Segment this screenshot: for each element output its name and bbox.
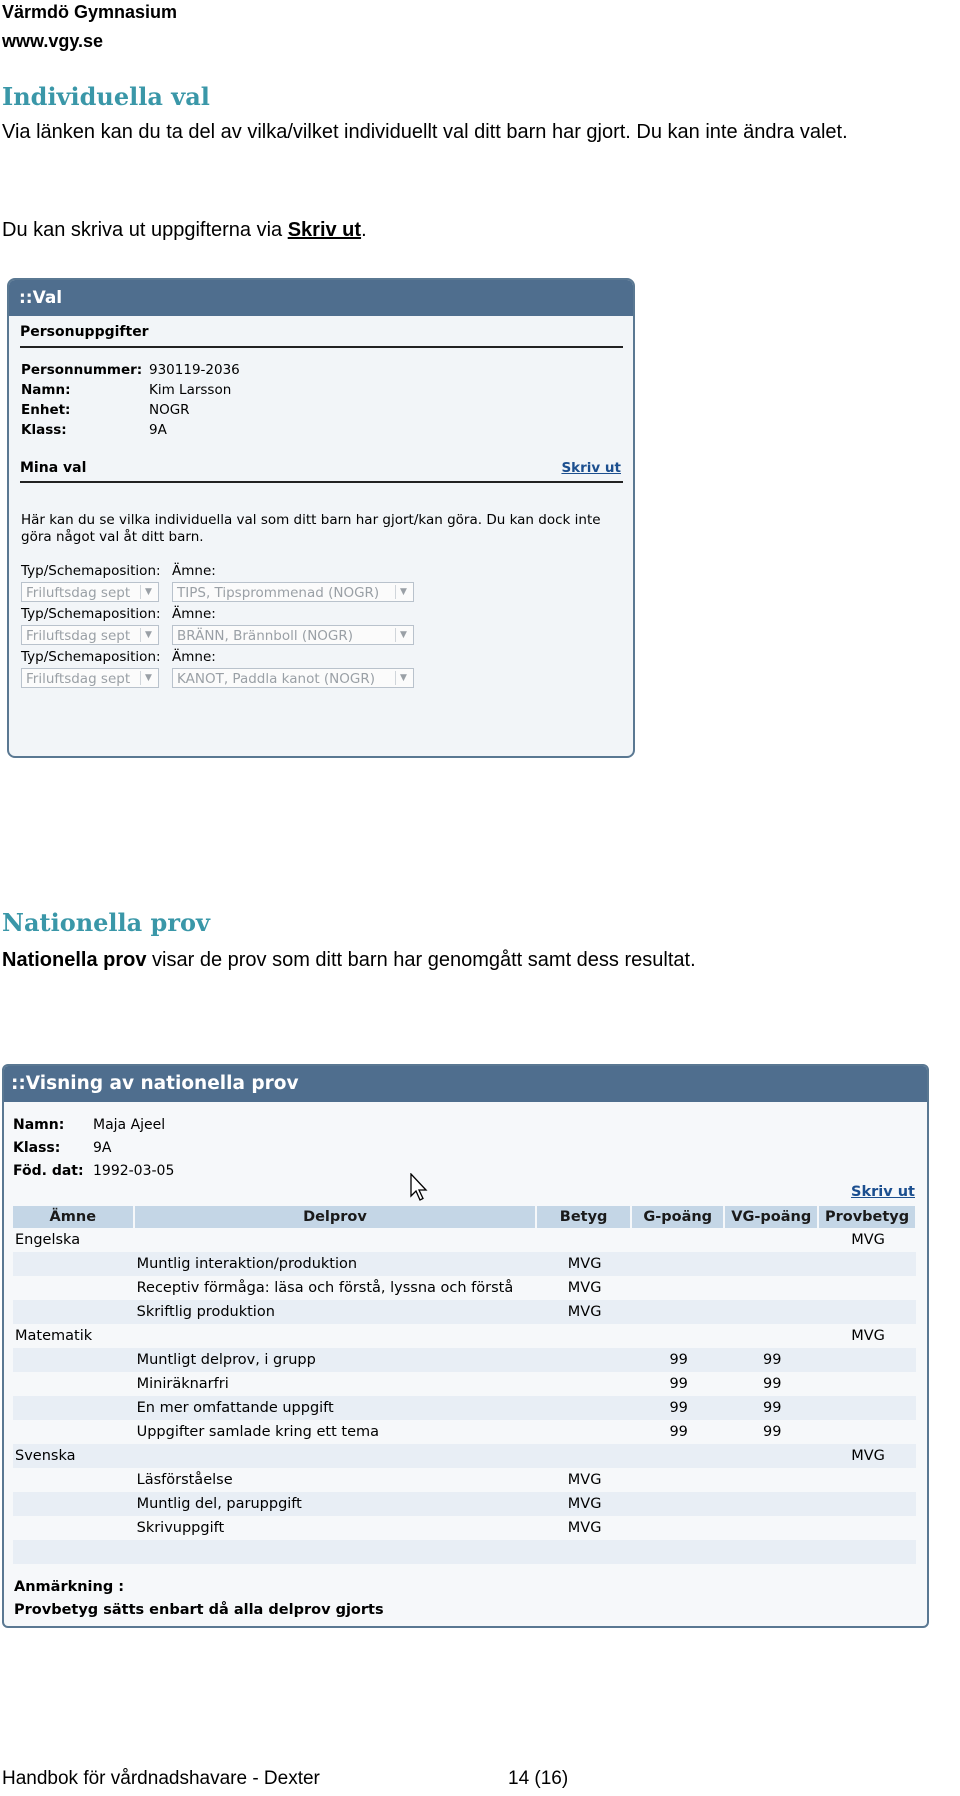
cell-provbetyg [818, 1252, 916, 1276]
table-row [13, 1516, 916, 1540]
cell-delprov [134, 1540, 537, 1564]
table-row [13, 1420, 916, 1444]
cell-delprov: Skrivuppgift [134, 1516, 537, 1540]
school-website: www.vgy.se [2, 31, 104, 51]
cell-g-poang: 99 [631, 1372, 725, 1396]
cell-delprov: Receptiv förmåga: läsa och förstå, lyssna och förstå [134, 1276, 537, 1300]
cell-provbetyg [818, 1492, 916, 1516]
cell-vg-poang [724, 1252, 818, 1276]
subject-select-2[interactable]: BRÄNN, Brännboll (NOGR) ▼ [172, 625, 414, 645]
cell-provbetyg [818, 1396, 916, 1420]
chevron-down-icon: ▼ [395, 585, 411, 599]
col-betyg: Betyg [536, 1206, 631, 1228]
cell-delprov: Läsförståelse [134, 1468, 537, 1492]
footer-document-title: Handbok för vårdnadshavare - Dexter [2, 1768, 320, 1789]
table-row [13, 1444, 916, 1468]
section-divider [20, 346, 623, 348]
cell-amne [13, 1420, 134, 1444]
national-tests-heading: Nationella prov [2, 908, 210, 937]
national-tests-intro: Nationella prov visar de prov som ditt barn har genomgått samt dess resultat. [2, 949, 696, 971]
remark-label: Anmärkning : [14, 1579, 125, 1595]
cell-g-poang [631, 1468, 725, 1492]
cell-vg-poang [724, 1300, 818, 1324]
cell-vg-poang: 99 [724, 1396, 818, 1420]
cell-provbetyg [818, 1468, 916, 1492]
cell-betyg [536, 1228, 631, 1252]
table-row [13, 1324, 916, 1348]
field-enhet: Enhet: NOGR [21, 402, 190, 418]
cell-amne [13, 1252, 134, 1276]
cell-betyg [536, 1444, 631, 1468]
cell-betyg: MVG [536, 1516, 631, 1540]
print-instructions [2, 212, 957, 248]
table-row [13, 1492, 916, 1516]
cell-g-poang [631, 1300, 725, 1324]
subject-label: Ämne: [172, 563, 216, 579]
cell-betyg: MVG [536, 1252, 631, 1276]
table-row [13, 1348, 916, 1372]
chevron-down-icon: ▼ [140, 628, 156, 642]
cell-amne [13, 1540, 134, 1564]
cell-vg-poang: 99 [724, 1372, 818, 1396]
subject-select-3[interactable]: KANOT, Paddla kanot (NOGR) ▼ [172, 668, 414, 688]
print-instructions-suffix: . [361, 219, 367, 241]
cell-g-poang: 99 [631, 1420, 725, 1444]
choices-info-text: Här kan du se vilka individuella val som ditt barn har gjort/kan göra. Du kan dock inte göra något val åt ditt barn. [21, 512, 601, 545]
cell-provbetyg: MVG [818, 1444, 916, 1468]
cell-provbetyg: MVG [818, 1324, 916, 1348]
cell-vg-poang [724, 1324, 818, 1348]
cell-g-poang [631, 1324, 725, 1348]
my-choices-heading: Mina val [20, 460, 87, 476]
cell-delprov [134, 1444, 537, 1468]
footer-page-number: 14 (16) [508, 1768, 569, 1789]
table-row [13, 1396, 916, 1420]
cell-betyg [536, 1348, 631, 1372]
cell-g-poang [631, 1276, 725, 1300]
col-delprov: Delprov [134, 1206, 537, 1228]
np-print-link[interactable]: Skriv ut [851, 1184, 915, 1200]
cell-provbetyg [818, 1348, 916, 1372]
col-amne: Ämne [13, 1206, 134, 1228]
cell-provbetyg: MVG [818, 1228, 916, 1252]
cell-vg-poang [724, 1468, 818, 1492]
cell-g-poang [631, 1516, 725, 1540]
cell-provbetyg [818, 1300, 916, 1324]
cell-betyg [536, 1396, 631, 1420]
cell-amne [13, 1516, 134, 1540]
table-row [13, 1468, 916, 1492]
chevron-down-icon: ▼ [140, 585, 156, 599]
cell-provbetyg [818, 1540, 916, 1564]
individual-choices-intro: Via länken kan du ta del av vilka/vilket individuellt val ditt barn har gjort. Du kan inte ändra valet. [2, 121, 848, 143]
cell-g-poang [631, 1492, 725, 1516]
table-row [13, 1276, 916, 1300]
np-field-fod-dat: Föd. dat: 1992-03-05 [13, 1163, 175, 1179]
cell-amne [13, 1300, 134, 1324]
personal-info-heading: Personuppgifter [20, 324, 149, 340]
cell-provbetyg [818, 1420, 916, 1444]
col-vg-poang: VG-poäng [724, 1206, 818, 1228]
cell-amne: Engelska [13, 1228, 134, 1252]
field-klass: Klass: 9A [21, 422, 167, 438]
subject-select-1[interactable]: TIPS, Tipsprommenad (NOGR) ▼ [172, 582, 414, 602]
type-label: Typ/Schemaposition: [21, 563, 161, 579]
cell-delprov: Muntligt delprov, i grupp [134, 1348, 537, 1372]
cell-vg-poang [724, 1492, 818, 1516]
cell-g-poang: 99 [631, 1348, 725, 1372]
print-instructions-link[interactable]: Skriv ut [287, 219, 362, 241]
cell-betyg [536, 1540, 631, 1564]
cell-delprov [134, 1228, 537, 1252]
cell-betyg [536, 1372, 631, 1396]
chevron-down-icon: ▼ [395, 628, 411, 642]
subject-label: Ämne: [172, 649, 216, 665]
cell-delprov: Muntlig interaktion/produktion [134, 1252, 537, 1276]
cell-amne [13, 1276, 134, 1300]
col-g-poang: G-poäng [631, 1206, 725, 1228]
national-tests-panel-title: ::Visning av nationella prov [4, 1066, 927, 1102]
type-select-2[interactable]: Friluftsdag sept ▼ [21, 625, 159, 645]
cell-betyg [536, 1324, 631, 1348]
table-row [13, 1252, 916, 1276]
cell-betyg [536, 1420, 631, 1444]
remark-text: Provbetyg sätts enbart då alla delprov gjorts [14, 1602, 384, 1618]
type-select-3[interactable]: Friluftsdag sept ▼ [21, 668, 159, 688]
section-divider [20, 481, 623, 483]
val-panel-title: ::Val [9, 280, 633, 316]
mouse-cursor-icon [410, 1173, 430, 1203]
cell-provbetyg [818, 1372, 916, 1396]
field-personnummer: Personnummer: 930119-2036 [21, 362, 240, 378]
cell-delprov: En mer omfattande uppgift [134, 1396, 537, 1420]
cell-delprov: Muntlig del, paruppgift [134, 1492, 537, 1516]
cell-provbetyg [818, 1276, 916, 1300]
print-instructions-prefix: Du kan skriva ut uppgifterna via [2, 219, 288, 241]
school-name: Värmdö Gymnasium [2, 2, 178, 22]
type-label: Typ/Schemaposition: [21, 606, 161, 622]
national-tests-table [13, 1206, 917, 1564]
np-field-namn: Namn: Maja Ajeel [13, 1117, 166, 1133]
table-row [13, 1540, 916, 1564]
cell-g-poang [631, 1444, 725, 1468]
cell-vg-poang [724, 1516, 818, 1540]
cell-g-poang [631, 1252, 725, 1276]
table-row [13, 1228, 916, 1252]
cell-delprov: Miniräknarfri [134, 1372, 537, 1396]
cell-g-poang: 99 [631, 1396, 725, 1420]
cell-g-poang [631, 1228, 725, 1252]
cell-vg-poang: 99 [724, 1420, 818, 1444]
cell-g-poang [631, 1540, 725, 1564]
field-namn: Namn: Kim Larsson [21, 382, 232, 398]
cell-amne: Matematik [13, 1324, 134, 1348]
cell-delprov: Skriftlig produktion [134, 1300, 537, 1324]
type-select-1[interactable]: Friluftsdag sept ▼ [21, 582, 159, 602]
cell-amne: Svenska [13, 1444, 134, 1468]
table-header-row [13, 1206, 916, 1228]
cell-provbetyg [818, 1516, 916, 1540]
individual-choices-heading: Individuella val [2, 82, 210, 111]
col-provbetyg: Provbetyg [818, 1206, 916, 1228]
cell-betyg: MVG [536, 1300, 631, 1324]
cell-betyg: MVG [536, 1492, 631, 1516]
national-tests-panel [2, 1064, 929, 1628]
cell-vg-poang [724, 1228, 818, 1252]
cell-betyg: MVG [536, 1468, 631, 1492]
val-panel [7, 278, 635, 758]
cell-vg-poang: 99 [724, 1348, 818, 1372]
type-label: Typ/Schemaposition: [21, 649, 161, 665]
table-row [13, 1372, 916, 1396]
cell-betyg: MVG [536, 1276, 631, 1300]
print-link[interactable]: Skriv ut [561, 460, 621, 476]
cell-amne [13, 1468, 134, 1492]
cell-amne [13, 1372, 134, 1396]
cell-delprov [134, 1324, 537, 1348]
subject-label: Ämne: [172, 606, 216, 622]
cell-amne [13, 1348, 134, 1372]
cell-delprov: Uppgifter samlade kring ett tema [134, 1420, 537, 1444]
cell-amne [13, 1492, 134, 1516]
cell-vg-poang [724, 1444, 818, 1468]
chevron-down-icon: ▼ [140, 671, 156, 685]
cell-amne [13, 1396, 134, 1420]
np-field-klass: Klass: 9A [13, 1140, 112, 1156]
cell-vg-poang [724, 1276, 818, 1300]
chevron-down-icon: ▼ [395, 671, 411, 685]
table-row [13, 1300, 916, 1324]
cell-vg-poang [724, 1540, 818, 1564]
